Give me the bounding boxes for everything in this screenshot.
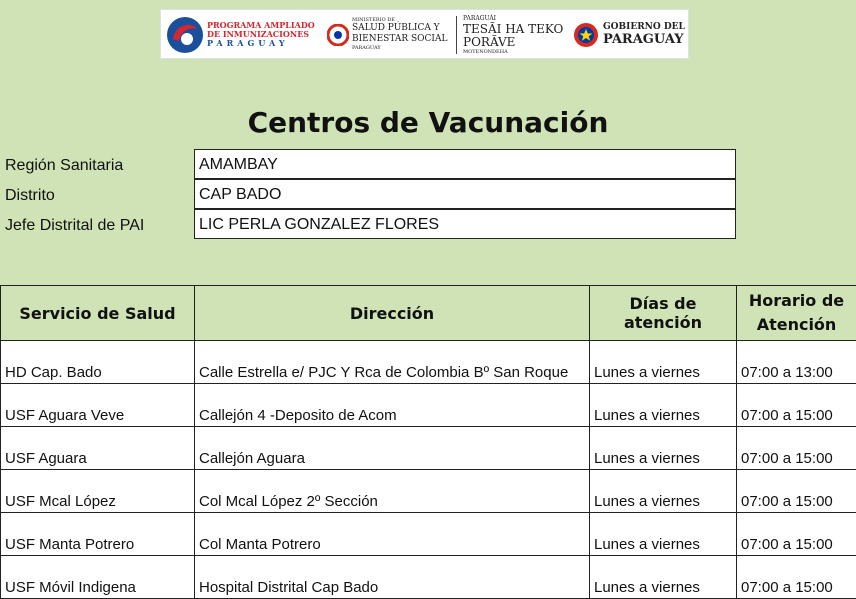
cell-direccion: Callejón Aguara (195, 427, 590, 470)
cell-dias: Lunes a viernes (590, 427, 737, 470)
cell-direccion: Calle Estrella e/ PJC Y Rca de Colombia Bº San Roque (195, 341, 590, 384)
gobierno-line2: PARAGUAY (603, 33, 685, 47)
cell-direccion: Col Manta Potrero (195, 513, 590, 556)
ministerio-sub: PARAGUAY (352, 45, 447, 51)
logo-banner (160, 9, 689, 59)
ministerio-line1: SALUD PÚBLICA Y (352, 23, 447, 34)
region-label: Región Sanitaria (5, 157, 123, 175)
cell-dias: Lunes a viernes (590, 341, 737, 384)
distrito-label: Distrito (5, 187, 55, 205)
tesai-small: PARAGUÁI (463, 15, 563, 22)
gobierno-line1: GOBIERNO DEL (603, 22, 685, 33)
cell-dias: Lunes a viernes (590, 513, 737, 556)
cell-servicio: HD Cap. Bado (1, 341, 195, 384)
cell-direccion: Col Mcal López 2º Sección (195, 470, 590, 513)
cell-dias: Lunes a viernes (590, 470, 737, 513)
cell-servicio: USF Aguara (1, 427, 195, 470)
cell-horario: 07:00 a 15:00 (737, 513, 856, 556)
ministerio-logo (325, 10, 453, 60)
star-seal-icon (573, 22, 599, 48)
table-header-row (1, 286, 856, 341)
pai-line2: DE INMUNIZACIONES (207, 30, 315, 39)
cell-horario: 07:00 a 13:00 (737, 341, 856, 384)
cell-servicio: USF Aguara Veve (1, 384, 195, 427)
cell-dias: Lunes a viernes (590, 556, 737, 599)
tesai-logo (461, 10, 561, 60)
cell-horario: 07:00 a 15:00 (737, 427, 856, 470)
jefe-value: LIC PERLA GONZALEZ FLORES (194, 209, 736, 239)
table-row (1, 470, 856, 513)
header-horario (737, 286, 856, 341)
gobierno-logo (571, 10, 689, 60)
table-row (1, 384, 856, 427)
table-row (1, 556, 856, 599)
header-servicio: Servicio de Salud (1, 286, 195, 341)
tesai-sub: MOTENONDEHA (463, 49, 563, 55)
pai-logo (163, 10, 313, 60)
ministerio-small: MINISTERIO DE (352, 17, 447, 23)
pai-line1: PROGRAMA AMPLIADO (207, 21, 315, 30)
tesai-line2: PORÃVE (463, 36, 563, 49)
cell-dias: Lunes a viernes (590, 384, 737, 427)
cell-horario: 07:00 a 15:00 (737, 556, 856, 599)
header-horario-line1: Horario de (738, 289, 855, 313)
table-row (1, 427, 856, 470)
cell-servicio: USF Móvil Indigena (1, 556, 195, 599)
header-horario-line2: Atención (738, 313, 855, 337)
cell-servicio: USF Manta Potrero (1, 513, 195, 556)
vaccination-centers-table (0, 285, 856, 599)
cell-direccion: Hospital Distrital Cap Bado (195, 556, 590, 599)
cell-servicio: USF Mcal López (1, 470, 195, 513)
page-title: Centros de Vacunación (0, 106, 856, 139)
distrito-value: CAP BADO (194, 179, 736, 209)
cell-horario: 07:00 a 15:00 (737, 470, 856, 513)
region-value: AMAMBAY (194, 149, 736, 179)
cell-horario: 07:00 a 15:00 (737, 384, 856, 427)
ministerio-line2: BIENESTAR SOCIAL (352, 34, 447, 45)
header-direccion: Dirección (195, 286, 590, 341)
table-row (1, 341, 856, 384)
seal-icon (327, 24, 349, 46)
jefe-label: Jefe Distrital de PAI (5, 217, 144, 235)
pai-emblem-icon (165, 13, 205, 57)
table-row (1, 513, 856, 556)
pai-line3: PARAGUAY (207, 39, 315, 48)
header-dias: Días de atención (590, 286, 737, 341)
logo-divider (456, 16, 457, 54)
tesai-line1: TESÃI HA TEKO (463, 22, 563, 36)
cell-direccion: Callejón 4 -Deposito de Acom (195, 384, 590, 427)
